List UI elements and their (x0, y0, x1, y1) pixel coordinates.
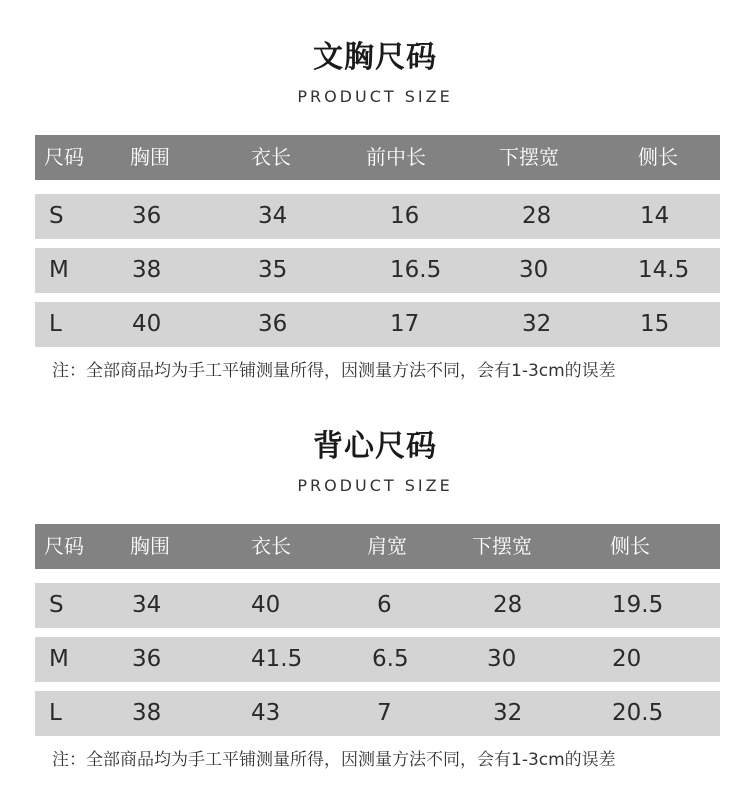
table-row (35, 583, 720, 628)
header-cell: 尺码 (44, 145, 84, 169)
header-cell: 肩宽 (367, 534, 407, 558)
table-cell: 17 (390, 311, 420, 337)
header-cell: 下摆宽 (472, 534, 532, 558)
table-cell: 43 (251, 700, 281, 726)
table-cell: 32 (522, 311, 552, 337)
table-row (35, 691, 720, 736)
table-row (35, 302, 720, 347)
table-cell: 14.5 (638, 257, 690, 283)
vest-size-subtitle: PRODUCT SIZE (297, 476, 453, 495)
table-cell: 38 (132, 700, 162, 726)
table-cell: 34 (258, 203, 288, 229)
measurement-note: 注：全部商品均为手工平铺测量所得，因测量方法不同，会有1-3cm的误差 (52, 750, 616, 770)
table-cell: 19.5 (612, 592, 664, 618)
table-row (35, 194, 720, 239)
vest-size-title: 背心尺码 (313, 429, 437, 464)
header-cell: 下摆宽 (499, 145, 559, 169)
table-row (35, 248, 720, 293)
table-cell: 36 (258, 311, 288, 337)
table-cell: 30 (519, 257, 549, 283)
table-cell: 6 (377, 592, 392, 618)
table-cell: 40 (251, 592, 281, 618)
table-cell: 35 (258, 257, 288, 283)
table-cell: 36 (132, 203, 162, 229)
table-cell: 16 (390, 203, 420, 229)
table-cell: 6.5 (372, 646, 409, 672)
bra-size-title: 文胸尺码 (313, 40, 437, 75)
table-cell: M (49, 257, 69, 283)
header-cell: 侧长 (638, 145, 678, 169)
table-cell: 36 (132, 646, 162, 672)
table-header-row (35, 524, 720, 569)
table-cell: S (49, 592, 64, 618)
table-cell: L (49, 700, 62, 726)
table-cell: S (49, 203, 64, 229)
table-cell: 28 (522, 203, 552, 229)
table-row (35, 637, 720, 682)
table-cell: L (49, 311, 62, 337)
header-cell: 胸围 (130, 145, 170, 169)
table-cell: 15 (640, 311, 670, 337)
bra-size-subtitle: PRODUCT SIZE (297, 87, 453, 106)
measurement-note: 注：全部商品均为手工平铺测量所得，因测量方法不同，会有1-3cm的误差 (52, 361, 616, 381)
table-cell: 16.5 (390, 257, 442, 283)
table-cell: 20.5 (612, 700, 664, 726)
table-cell: 14 (640, 203, 670, 229)
header-cell: 胸围 (130, 534, 170, 558)
table-cell: 28 (493, 592, 523, 618)
header-cell: 衣长 (251, 534, 291, 558)
bra-size-table (35, 135, 720, 347)
table-cell: 7 (377, 700, 392, 726)
header-cell: 侧长 (610, 534, 650, 558)
table-cell: 40 (132, 311, 162, 337)
table-header-row (35, 135, 720, 180)
table-cell: M (49, 646, 69, 672)
vest-size-table (35, 524, 720, 736)
table-cell: 34 (132, 592, 162, 618)
header-cell: 前中长 (366, 145, 426, 169)
table-cell: 32 (493, 700, 523, 726)
table-cell: 30 (487, 646, 517, 672)
table-cell: 38 (132, 257, 162, 283)
header-cell: 尺码 (44, 534, 84, 558)
table-cell: 20 (612, 646, 642, 672)
table-cell: 41.5 (251, 646, 303, 672)
header-cell: 衣长 (251, 145, 291, 169)
